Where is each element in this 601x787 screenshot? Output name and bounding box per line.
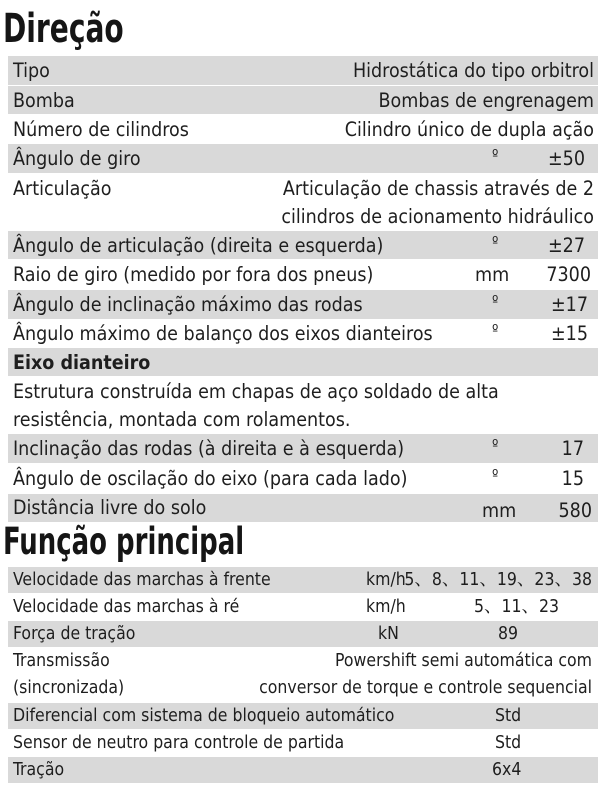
spec-value: Hidrostática do tipo orbitrol	[352, 59, 594, 82]
spec-row-angulo-giro	[8, 144, 598, 173]
spec-unit: º	[492, 321, 499, 339]
spec-row-forca-tracao	[8, 621, 598, 647]
spec-row-diferencial	[8, 703, 598, 729]
spec-label: Raio de giro (medido por fora dos pneus)	[13, 263, 374, 286]
description-line: resistência, montada com rolamentos.	[13, 408, 351, 431]
spec-value: 6x4	[492, 760, 522, 780]
subsection-title: Eixo dianteiro	[13, 351, 151, 374]
spec-label: Distância livre do solo	[13, 496, 207, 519]
description-line: Estrutura construída em chapas de aço soldado de alta	[13, 380, 499, 403]
spec-unit: º	[492, 436, 499, 454]
spec-unit: kN	[378, 624, 399, 644]
spec-label: Ângulo de inclinação máximo das rodas	[13, 293, 363, 316]
spec-row-marchas-re	[8, 594, 598, 620]
spec-value: 15	[561, 467, 584, 490]
spec-value-line: cilindros de acionamento hidráulico	[281, 205, 594, 228]
spec-label: Tipo	[13, 59, 50, 82]
spec-label-line: Transmissão	[13, 651, 110, 671]
spec-unit: mm	[482, 499, 517, 522]
spec-value: 5、11、23	[474, 597, 560, 617]
spec-label: Ângulo de oscilação do eixo (para cada lado)	[13, 467, 408, 490]
spec-unit: mm	[475, 263, 510, 286]
spec-unit: º	[492, 466, 499, 484]
spec-label: Força de tração	[13, 624, 136, 644]
spec-label: Velocidade das marchas à ré	[13, 597, 240, 617]
spec-label: Bomba	[13, 89, 75, 112]
spec-label: Velocidade das marchas à frente	[13, 570, 271, 590]
spec-value-line: Powershift semi automática com	[335, 651, 592, 671]
subsection-header-eixo-dianteiro	[8, 348, 598, 376]
spec-value: Std	[495, 706, 522, 726]
spec-value: ±27	[547, 234, 585, 257]
spec-label: Articulação	[13, 177, 112, 200]
spec-value: 580	[558, 499, 592, 522]
spec-value-line: Articulação de chassis através de 2	[282, 177, 594, 200]
spec-row-marchas-frente	[8, 567, 598, 593]
spec-label: Ângulo de giro	[13, 147, 141, 170]
spec-unit: º	[492, 146, 499, 164]
spec-label: Inclinação das rodas (à direita e à esquerda)	[13, 437, 405, 460]
spec-row-numero-cilindros	[8, 115, 598, 144]
spec-row-angulo-balanco	[8, 319, 598, 348]
spec-unit: º	[492, 292, 499, 310]
spec-value-line: conversor de torque e controle sequencial	[259, 678, 592, 698]
subsection-description	[8, 377, 598, 433]
spec-row-transmissao	[8, 648, 598, 702]
section-title-direcao: Direção	[3, 6, 124, 52]
spec-label: Ângulo máximo de balanço dos eixos dianteiros	[13, 322, 433, 345]
spec-value: 5、8、11、19、23、38	[404, 570, 592, 590]
spec-unit: km/h	[366, 570, 406, 590]
spec-row-distancia-solo	[8, 494, 598, 522]
spec-value: Std	[495, 733, 522, 753]
spec-label: Tração	[13, 760, 65, 780]
spec-value: Bombas de engrenagem	[378, 89, 594, 112]
spec-label: Sensor de neutro para controle de partida	[13, 733, 345, 753]
spec-unit: º	[492, 233, 499, 251]
spec-row-oscilacao-eixo	[8, 464, 598, 493]
section-title-funcao-principal: Função principal	[3, 520, 245, 563]
spec-label-line: (sincronizada)	[13, 678, 125, 698]
spec-value: ±50	[547, 147, 585, 170]
spec-row-articulacao	[8, 174, 598, 230]
spec-row-angulo-articulacao	[8, 231, 598, 259]
spec-value: ±15	[550, 322, 588, 345]
spec-label: Ângulo de articulação (direita e esquerda)	[13, 234, 384, 257]
spec-value: 17	[561, 437, 584, 460]
spec-value: 7300	[546, 263, 591, 286]
spec-row-raio-giro	[8, 260, 598, 289]
spec-row-tipo	[8, 56, 598, 85]
spec-label: Diferencial com sistema de bloqueio automático	[13, 706, 395, 726]
spec-label: Número de cilindros	[13, 118, 189, 141]
spec-value: ±17	[550, 293, 588, 316]
spec-row-inclinacao-rodas	[8, 434, 598, 463]
spec-row-bomba	[8, 86, 598, 114]
spec-row-angulo-inclinacao	[8, 290, 598, 319]
spec-unit: km/h	[366, 597, 406, 617]
spec-value: 89	[498, 624, 519, 644]
spec-value: Cilindro único de dupla ação	[344, 118, 594, 141]
spec-row-tracao	[8, 757, 598, 783]
spec-row-sensor-neutro	[8, 730, 598, 756]
